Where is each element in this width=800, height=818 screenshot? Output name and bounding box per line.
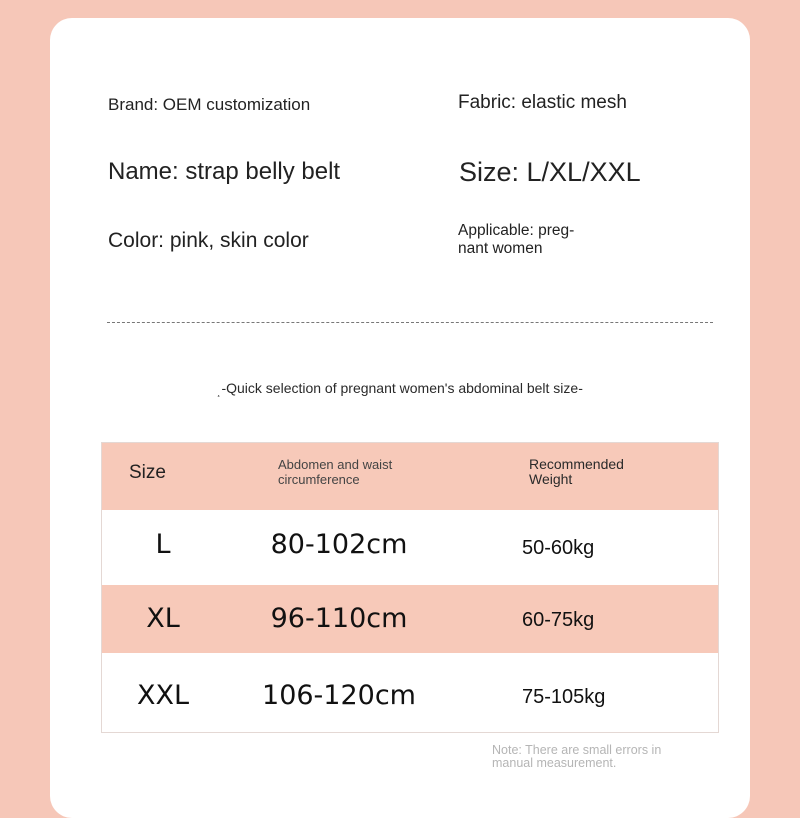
size-table [101, 442, 719, 733]
spec-fabric: Fabric: elastic mesh [458, 92, 627, 113]
note-line1: Note: There are small errors in [492, 743, 662, 757]
spec-brand: Brand: OEM customization [108, 95, 311, 114]
row-circumference: 106-120cm [262, 680, 416, 711]
header-weight-line2: Weight [529, 471, 573, 487]
header-circumference-line2: circumference [278, 472, 360, 487]
size-selection-subtitle [0, 380, 800, 398]
measurement-note [492, 744, 661, 770]
header-weight [529, 457, 624, 487]
row-size: L [155, 529, 171, 560]
subtitle-text: -Quick selection of pregnant women's abdominal belt size- [221, 380, 583, 396]
row-circumference: 96-110cm [270, 603, 408, 634]
table-row [102, 585, 718, 653]
table-row [102, 653, 718, 732]
table-row [102, 510, 718, 585]
row-weight: 60-75kg [522, 609, 595, 631]
dashed-divider [107, 322, 713, 323]
spec-color: Color: pink, skin color [108, 229, 309, 252]
row-circumference: 80-102cm [270, 529, 408, 560]
spec-applicable-line2: nant women [458, 240, 543, 257]
row-weight: 75-105kg [522, 686, 606, 708]
table-header-row [102, 443, 718, 510]
row-weight: 50-60kg [522, 537, 595, 559]
subtitle-mark: ¸ [217, 387, 221, 398]
row-size: XL [146, 603, 180, 634]
note-line2: manual measurement. [492, 756, 617, 770]
header-circumference-line1: Abdomen and waist [278, 457, 393, 472]
spec-size: Size: L/XL/XXL [459, 157, 641, 187]
row-size: XXL [136, 680, 190, 711]
header-weight-line1: Recommended [529, 456, 624, 472]
header-circumference [278, 457, 392, 487]
spec-applicable [458, 222, 574, 258]
header-size: Size [129, 462, 166, 483]
spec-name: Name: strap belly belt [108, 158, 341, 185]
spec-applicable-line1: Applicable: preg- [458, 222, 575, 239]
